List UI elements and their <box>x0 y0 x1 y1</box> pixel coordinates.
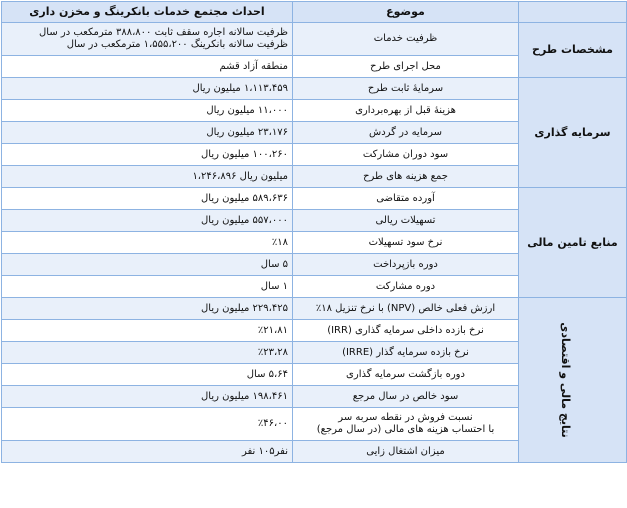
section-title: نتایج مالی و اقتصادی <box>519 298 627 463</box>
header-project-title: احداث مجتمع خدمات بانکرینگ و مخزن داری <box>2 2 293 23</box>
row-topic: سود دوران مشارکت <box>293 144 519 166</box>
row-value: ۲۲۹،۴۲۵ میلیون ریال <box>2 298 293 320</box>
header-empty <box>519 2 627 23</box>
table-row <box>2 23 627 56</box>
row-topic: نسبت فروش در نقطه سربه سر با احتساب هزینه های مالی (در سال مرجع) <box>293 408 519 441</box>
project-summary-table <box>1 1 627 463</box>
row-value: ۱۹۸،۴۶۱ میلیون ریال <box>2 386 293 408</box>
section-title: مشخصات طرح <box>519 23 627 78</box>
row-topic: سرمایه در گردش <box>293 122 519 144</box>
row-topic: نرخ سود تسهیلات <box>293 232 519 254</box>
row-value: ۲۳،۱۷۶ میلیون ریال <box>2 122 293 144</box>
row-value: ۵ سال <box>2 254 293 276</box>
row-topic: دوره بازپرداخت <box>293 254 519 276</box>
row-value: ظرفیت سالانه اجاره سقف ثابت ۳۸۸،۸۰۰ مترمکعب در سال ظرفیت سالانه بانکرینگ ۱،۵۵۵،۲۰۰ مترمکعب در سال <box>2 23 293 56</box>
row-topic: میزان اشتغال زایی <box>293 441 519 463</box>
row-topic: ظرفیت خدمات <box>293 23 519 56</box>
row-value: ۱،۱۱۳،۴۵۹ میلیون ریال <box>2 78 293 100</box>
row-topic: نرخ بازده سرمایه گذار (IRRE) <box>293 342 519 364</box>
table-row <box>2 298 627 320</box>
row-topic: سرمایهٔ ثابت طرح <box>293 78 519 100</box>
row-value: ۱ سال <box>2 276 293 298</box>
row-topic: جمع هزینه های طرح <box>293 166 519 188</box>
row-topic: دوره مشارکت <box>293 276 519 298</box>
row-value: منطقه آزاد قشم <box>2 56 293 78</box>
header-row <box>2 2 627 23</box>
row-topic: آورده متقاضی <box>293 188 519 210</box>
row-value: ۱۰۰،۲۶۰ میلیون ریال <box>2 144 293 166</box>
section-title: منابع تامین مالی <box>519 188 627 298</box>
row-topic: تسهیلات ریالی <box>293 210 519 232</box>
row-value: ۵۵۷،۰۰۰ میلیون ریال <box>2 210 293 232</box>
row-value: ۵۸۹،۶۳۶ میلیون ریال <box>2 188 293 210</box>
row-value: ۵،۶۴ سال <box>2 364 293 386</box>
section-title: سرمایه گذاری <box>519 78 627 188</box>
row-value: ٪۴۶،۰۰ <box>2 408 293 441</box>
row-value: ٪۲۳،۲۸ <box>2 342 293 364</box>
row-topic: ارزش فعلی خالص (NPV) با نرخ تنزیل ۱۸٪ <box>293 298 519 320</box>
row-value: نفر۱۰۵ نفر <box>2 441 293 463</box>
row-topic: نرخ بازده داخلی سرمایه گذاری (IRR) <box>293 320 519 342</box>
table-row <box>2 78 627 100</box>
row-value: ٪۱۸ <box>2 232 293 254</box>
row-value: ٪۲۱،۸۱ <box>2 320 293 342</box>
table-row <box>2 188 627 210</box>
row-topic: سود خالص در سال مرجع <box>293 386 519 408</box>
row-value: میلیون ریال ۱،۲۴۶،۸۹۶ <box>2 166 293 188</box>
row-topic: هزینهٔ قبل از بهره‌برداری <box>293 100 519 122</box>
row-value: ۱۱،۰۰۰ میلیون ریال <box>2 100 293 122</box>
row-topic: دوره بازگشت سرمایه گذاری <box>293 364 519 386</box>
header-topic: موضوع <box>293 2 519 23</box>
row-topic: محل اجرای طرح <box>293 56 519 78</box>
